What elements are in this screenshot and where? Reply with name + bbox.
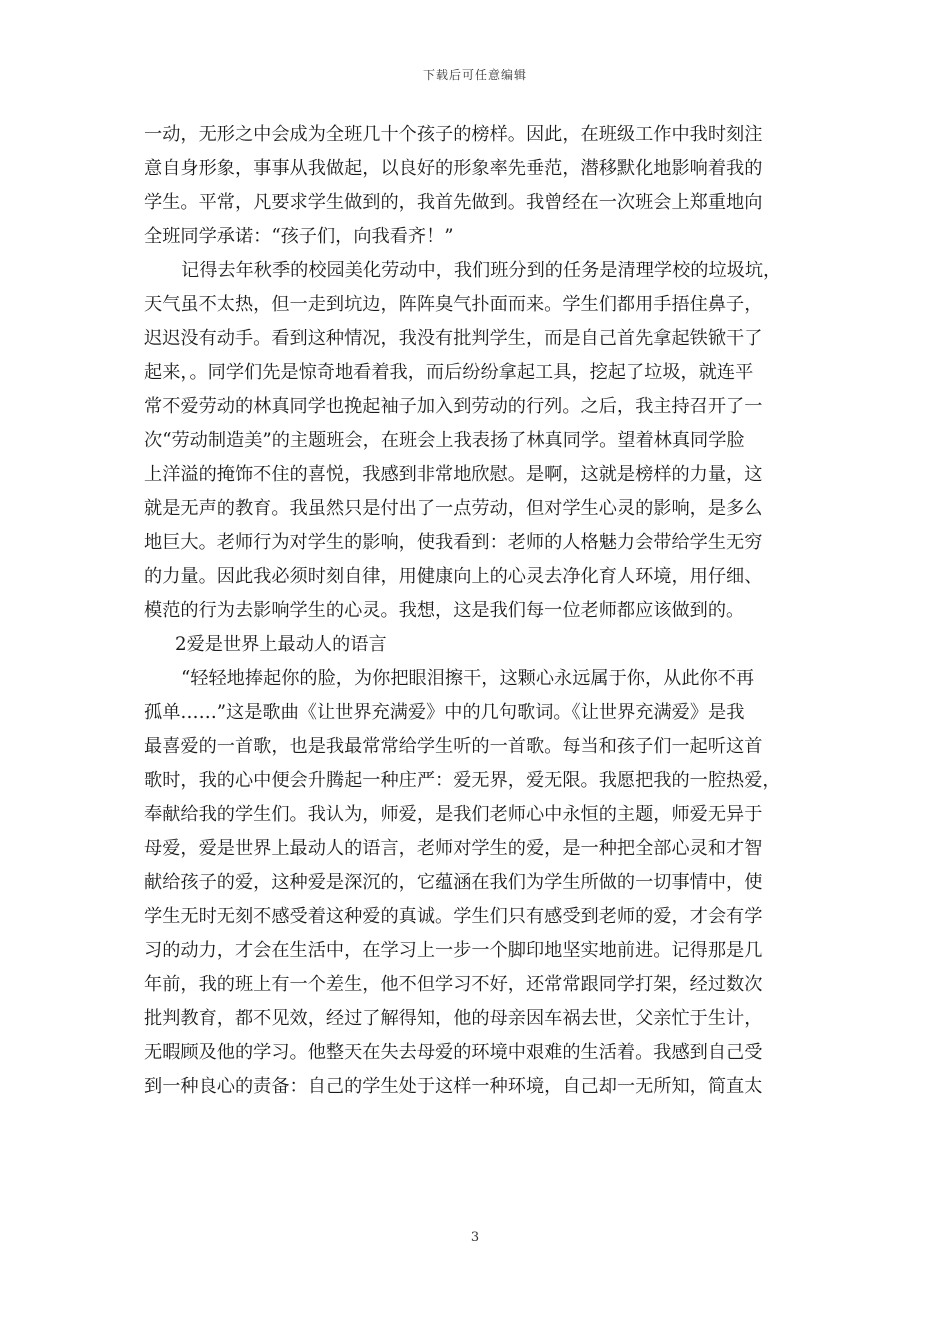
text-line: 孤单……”这是歌曲《让世界充满爱》中的几句歌词。《让世界充满爱》是我 [144, 702, 745, 723]
text-line: 地巨大。老师行为对学生的影响，使我看到：老师的人格魅力会带给学生无穷 [144, 532, 763, 553]
text-line: 的力量。因此我必须时刻自律，用健康向上的心灵去净化育人环境，用仔细、 [144, 566, 763, 587]
paragraph-start-line: 记得去年秋季的校园美化劳动中，我们班分到的任务是清理学校的垃圾坑， [181, 260, 782, 281]
text-line: 歌时，我的心中便会升腾起一种庄严：爱无界，爱无限。我愿把我的一腔热爱， [144, 770, 781, 791]
text-line: 起来，。同学们先是惊奇地看着我，而后纷纷拿起工具，挖起了垃圾，就连平 [144, 362, 754, 383]
text-line: 母爱，爱是世界上最动人的语言，老师对学生的爱，是一种把全部心灵和才智 [144, 838, 763, 859]
text-line: 一动，无形之中会成为全班几十个孩子的榜样。因此，在班级工作中我时刻注 [144, 124, 763, 145]
section-heading: 2爱是世界上最动人的语言 [175, 634, 387, 655]
paragraph-start-line: “轻轻地捧起你的脸，为你把眼泪擦干，这颗心永远属于你，从此你不再 [181, 668, 755, 689]
text-line: 学生。平常，凡要求学生做到的，我首先做到。我曾经在一次班会上郑重地向 [144, 192, 763, 213]
text-line: 全班同学承诺：“孩子们，向我看齐！” [144, 226, 454, 247]
text-line: 无暇顾及他的学习。他整天在失去母爱的环境中艰难的生活着。我感到自己受 [144, 1042, 763, 1063]
text-line: 天气虽不太热，但一走到坑边，阵阵臭气扑面而来。学生们都用手捂住鼻子， [144, 294, 763, 315]
text-line: 献给孩子的爱，这种爱是深沉的，它蕴涵在我们为学生所做的一切事情中，使 [144, 872, 763, 893]
text-line: 次“劳动制造美”的主题班会，在班会上我表扬了林真同学。望着林真同学脸 [144, 430, 745, 451]
text-line: 到一种良心的责备：自己的学生处于这样一种环境，自己却一无所知，简直太 [144, 1076, 763, 1097]
text-line: 迟迟没有动手。看到这种情况，我没有批判学生，而是自己首先拿起铁锨干了 [144, 328, 763, 349]
text-line: 习的动力，才会在生活中，在学习上一步一个脚印地坚实地前进。记得那是几 [144, 940, 763, 961]
text-line: 常不爱劳动的林真同学也挽起袖子加入到劳动的行列。之后，我主持召开了一 [144, 396, 763, 417]
text-line: 学生无时无刻不感受着这种爱的真诚。学生们只有感受到老师的爱，才会有学 [144, 906, 763, 927]
text-line: 年前，我的班上有一个差生，他不但学习不好，还常常跟同学打架，经过数次 [144, 974, 763, 995]
text-line: 上洋溢的掩饰不住的喜悦，我感到非常地欣慰。是啊，这就是榜样的力量，这 [144, 464, 763, 485]
text-line: 模范的行为去影响学生的心灵。我想，这是我们每一位老师都应该做到的。 [144, 600, 745, 621]
text-line: 最喜爱的一首歌，也是我最常常给学生听的一首歌。每当和孩子们一起听这首 [144, 736, 763, 757]
document-body [144, 118, 819, 1104]
text-line: 奉献给我的学生们。我认为，师爱，是我们老师心中永恒的主题，师爱无异于 [144, 804, 763, 825]
page-number: 3 [470, 1230, 480, 1245]
text-line: 批判教育，都不见效，经过了解得知，他的母亲因车祸去世，父亲忙于生计， [144, 1008, 763, 1029]
text-line: 就是无声的教育。我虽然只是付出了一点劳动，但对学生心灵的影响，是多么 [144, 498, 763, 519]
page-header: 下载后可任意编辑 [422, 68, 527, 82]
text-line: 意自身形象，事事从我做起，以良好的形象率先垂范，潜移默化地影响着我的 [144, 158, 763, 179]
